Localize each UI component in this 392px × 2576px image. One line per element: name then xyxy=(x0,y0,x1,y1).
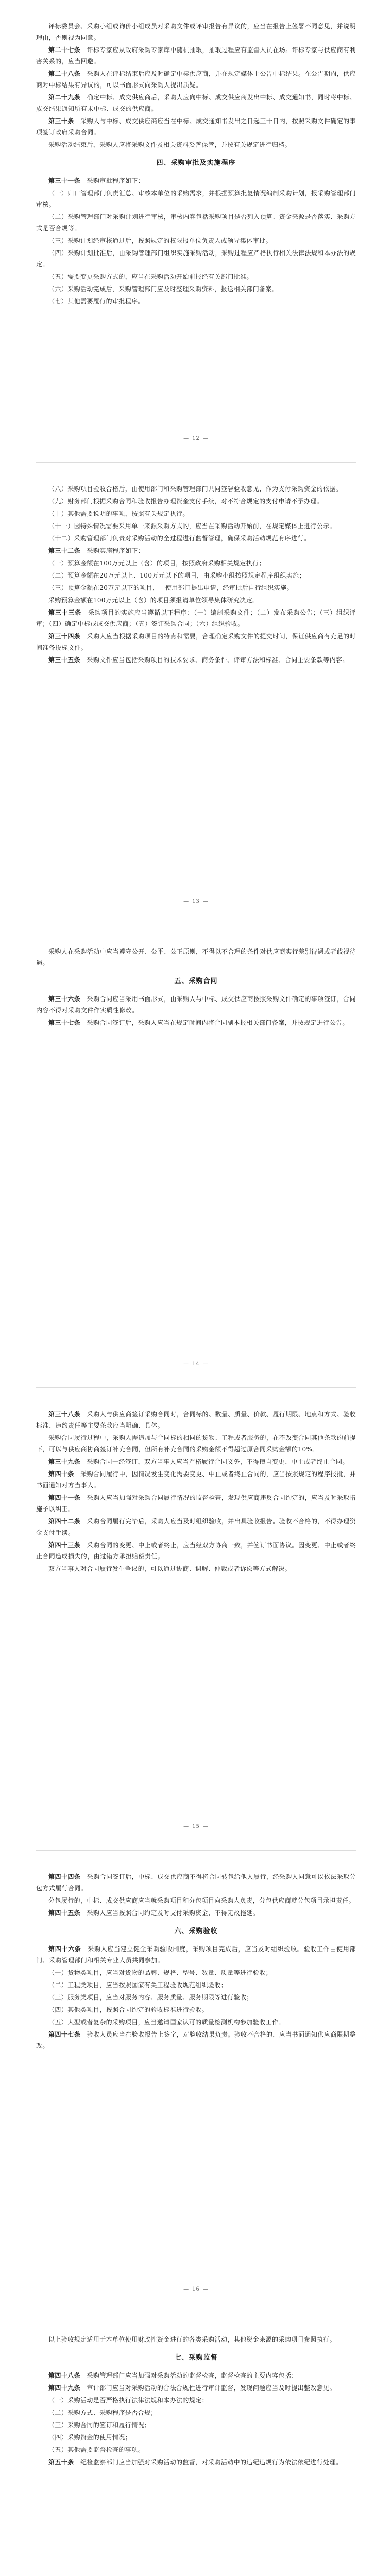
paragraph xyxy=(36,483,356,495)
paragraph-text: （二）工程类项目，应当按照国家有关工程验收规范组织验收； xyxy=(48,1981,228,1989)
paragraph xyxy=(36,1468,356,1491)
paragraph xyxy=(36,2419,356,2431)
paragraph xyxy=(36,946,356,969)
article-number: 第四十四条 xyxy=(48,1873,81,1880)
page-number: — 14 — xyxy=(183,1361,209,1367)
paragraph-text: 纪检监察部门应当加强对采购活动的监督，对采购活动中的违纪违规行为依法依纪进行处理。 xyxy=(80,2459,343,2466)
page-number-value: 15 xyxy=(192,1824,200,1829)
paragraph-text: （八）采购项目验收合格后，由使用部门和采购管理部门共同签署验收意见，作为支付采购资金的依据。 xyxy=(48,485,343,493)
paragraph-text: 以上验收规定适用于本单位使用财政性资金进行的各类采购活动，其他资金来源的采购项目参照执行。 xyxy=(48,2336,336,2343)
paragraph-text: 采购合同一经签订，双方当事人应当严格履行合同义务，不得擅自变更、中止或者终止合同。 xyxy=(87,1458,349,1465)
paragraph-text: 采购人与中标、成交供应商应当在中标、成交通知书发出之日起三十日内，按照采购文件确定的事项签订政府采购合同。 xyxy=(36,117,356,136)
article-number: 第二十九条 xyxy=(48,94,81,101)
paragraph-text: 采购合同履行中，因情况发生变化需要变更、中止或者终止合同的，应当按照规定的程序报批，并书面通知对方当事人。 xyxy=(36,1470,356,1489)
paragraph-text: 采购审批程序如下： xyxy=(87,177,145,184)
article-number: 第三十九条 xyxy=(48,1458,81,1465)
paragraph-text: （三）预算金额在20万元以下的项目，由使用部门提出申请，经审批后自行组织实施。 xyxy=(48,584,293,591)
paragraph-text: 双方当事人对合同履行发生争议的，可以通过协商、调解、仲裁或者诉讼等方式解决。 xyxy=(48,1565,292,1572)
document-page xyxy=(36,0,356,463)
article-number: 第四十条 xyxy=(48,1470,74,1478)
article-number: 第三十三条 xyxy=(48,609,82,616)
paragraph xyxy=(36,2395,356,2406)
paragraph xyxy=(36,115,356,138)
paragraph xyxy=(36,1492,356,1515)
paragraph xyxy=(36,2334,356,2345)
paragraph-text: （十一）因特殊情况需要采用单一来源采购方式的，应当在采购活动开始前，在规定媒体上进行公示。 xyxy=(48,522,336,530)
paragraph-text: 采购预算金额在100万元以上（含）的项目须报请单位领导集体研究决定。 xyxy=(48,597,259,604)
paragraph-text: （二）采购管理部门对采购计划进行审核，审核内容包括采购项目是否列入预算、资金来源是否落实、采购方式是否合规等。 xyxy=(36,213,356,232)
document-page xyxy=(36,925,356,1388)
paragraph xyxy=(36,211,356,234)
paragraph xyxy=(36,520,356,532)
paragraph xyxy=(36,1516,356,1538)
paragraph-text: （七）其他需要履行的审批程序。 xyxy=(48,298,145,305)
paragraph-text: 采购文件应当包括采购项目的技术要求、商务条件、评审方法和标准、合同主要条款等内容。 xyxy=(87,656,349,664)
paragraph-text: 采购合同签订后，采购人应当在规定时间内将合同副本报相关部门备案，并按规定进行公告。 xyxy=(87,1019,349,1026)
page-number: — 16 — xyxy=(183,2286,209,2292)
document-page xyxy=(36,1388,356,1851)
paragraph xyxy=(36,496,356,507)
paragraph-text: （一）归口管理部门负责汇总、审核本单位的采购需求，并根据预算批复情况编制采购计划，报采购管理部门审核。 xyxy=(36,190,356,208)
paragraph xyxy=(36,570,356,581)
paragraph-text: 采购项目的实施应当遵循以下程序：（一）编制采购文件；（二）发布采购公告；（三）组织评审；（四）确定中标或成交供应商；（五）签订采购合同；（六）组织验收。 xyxy=(36,609,356,628)
paragraph xyxy=(36,508,356,519)
article-number: 第三十二条 xyxy=(48,547,81,554)
paragraph xyxy=(36,1409,356,1431)
paragraph xyxy=(36,557,356,569)
paragraph-text: 评标专家应从政府采购专家库中随机抽取，抽取过程应有监督人员在场。评标专家与供应商有利害关系的，应当回避。 xyxy=(36,46,356,65)
paragraph xyxy=(36,2456,356,2468)
paragraph-text: 采购人应当加强对采购合同履行情况的监督检查，发现供应商违反合同约定的，应当及时采取措施予以纠正。 xyxy=(36,1494,356,1513)
paragraph-text: （九）财务部门根据采购合同和验收报告办理资金支付手续，对不符合规定的支付申请不予办理。 xyxy=(48,498,323,505)
paragraph-text: 采购人应当按照合同约定及时支付采购资金，不得无故拖延。 xyxy=(87,1909,260,1917)
paragraph xyxy=(36,607,356,630)
paragraph xyxy=(36,92,356,114)
page-number: — 12 — xyxy=(183,436,209,442)
paragraph-text: （二）采购方式、采购程序是否合规； xyxy=(48,2409,157,2416)
paragraph xyxy=(36,2382,356,2394)
paragraph xyxy=(36,2004,356,2015)
article-number: 第二十八条 xyxy=(48,70,81,77)
paragraph-text: （四）采购计划批准后，由采购管理部门组织实施采购活动，采购过程应严格执行相关法律法规和本办法的规定。 xyxy=(36,249,356,268)
article-number: 第四十七条 xyxy=(48,2031,81,2038)
paragraph-text: 采购管理部门应当加强对采购活动的监督检查，监督检查的主要内容包括： xyxy=(87,2372,298,2379)
paragraph-text: 采购实施程序如下： xyxy=(87,547,145,554)
paragraph-text: 采购合同履行完毕后，采购人应当及时组织验收，并出具验收报告。验收不合格的，不得办理资金支付手续。 xyxy=(36,1518,356,1536)
paragraph-text: 采购人与供应商签订采购合同时，合同标的、数量、质量、价款、履行期限、地点和方式、验收标准、违约责任等主要条款应当明确、具体。 xyxy=(36,1411,356,1429)
paragraph xyxy=(36,44,356,67)
paragraph xyxy=(36,21,356,43)
section-heading: 六、采购验收 xyxy=(174,1927,218,1935)
paragraph xyxy=(36,993,356,1016)
paragraph-text: 确定中标、成交供应商后，采购人应向中标、成交供应商发出中标、成交通知书，同时将中标、成交结果通知所有未中标、成交的供应商。 xyxy=(36,94,356,112)
paragraph-text: （四）采购资金的使用情况； xyxy=(48,2434,132,2441)
paragraph xyxy=(36,2016,356,2028)
paragraph xyxy=(36,247,356,270)
paragraph xyxy=(36,68,356,91)
paragraph xyxy=(36,582,356,594)
paragraph xyxy=(36,533,356,544)
paragraph-text: （五）需要变更采购方式的，应当在采购活动开始前报经有关部门批准。 xyxy=(48,273,253,280)
paragraph xyxy=(36,1563,356,1574)
article-number: 第三十条 xyxy=(48,117,74,125)
article-number: 第二十七条 xyxy=(48,46,81,54)
paragraph-text: 采购人在采购活动中应当遵守公开、公平、公正原则，不得以不合理的条件对供应商实行差别待遇或者歧视待遇。 xyxy=(36,948,356,967)
article-number: 第四十五条 xyxy=(48,1909,81,1917)
paragraph xyxy=(36,1895,356,1906)
article-number: 第四十八条 xyxy=(48,2372,81,2379)
article-number: 第四十三条 xyxy=(48,1541,81,1549)
paragraph xyxy=(36,1979,356,1991)
paragraph xyxy=(36,2444,356,2455)
article-number: 第三十八条 xyxy=(48,1411,81,1418)
paragraph xyxy=(36,235,356,246)
paragraph-text: （十）其他需要说明的事项，按照有关规定执行。 xyxy=(48,510,189,517)
paragraph-text: 采购合同的变更、中止或者终止，应当经双方协商一致，并签订书面协议。因变更、中止或者终止合同造成损失的，由过错方承担赔偿责任。 xyxy=(36,1541,356,1560)
paragraph-text: （四）其他类项目，按照合同约定的验收标准进行验收。 xyxy=(48,2006,209,2013)
paragraph-text: （三）采购合同的签订和履行情况； xyxy=(48,2421,151,2429)
paragraph xyxy=(36,2407,356,2418)
page-number-value: 14 xyxy=(192,1361,200,1367)
paragraph xyxy=(36,631,356,653)
paragraph xyxy=(36,545,356,556)
page-number-value: 13 xyxy=(192,899,200,904)
document-page xyxy=(36,2313,356,2576)
paragraph xyxy=(36,1992,356,2003)
paragraph-text: 审计部门应当对采购活动的合法合规性进行审计监督，发现问题应当及时提出整改意见。 xyxy=(87,2384,336,2392)
paragraph xyxy=(36,271,356,282)
paragraph xyxy=(36,595,356,606)
section-heading: 四、采购审批及实施程序 xyxy=(156,159,236,167)
paragraph-text: （一）预算金额在100万元以上（含）的项目，按照政府采购相关规定执行； xyxy=(48,560,265,567)
paragraph xyxy=(36,188,356,210)
paragraph-text: 分包履行的，中标、成交供应商应当就采购项目和分包项目向采购人负责，分包供应商就分包项目承担责任。 xyxy=(48,1897,355,1904)
paragraph-text: 验收人员应当在验收报告上签字，对验收结果负责。验收不合格的，应当书面通知供应商限期整改。 xyxy=(36,2031,356,2049)
paragraph xyxy=(36,1432,356,1455)
article-number: 第三十一条 xyxy=(48,177,81,184)
page-number: — 13 — xyxy=(183,899,209,904)
article-number: 第四十一条 xyxy=(48,1494,81,1501)
document-page xyxy=(36,463,356,925)
article-number: 第三十六条 xyxy=(48,995,81,1003)
paragraph xyxy=(36,175,356,187)
paragraph-text: 采购人在评标结束后应及时确定中标供应商，并在规定媒体上公告中标结果。在公告期内，供应商对中标结果有异议的，可以书面形式向采购人提出质疑。 xyxy=(36,70,356,89)
paragraph-text: （一）采购活动是否严格执行法律法规和本办法的规定； xyxy=(48,2397,209,2404)
paragraph xyxy=(36,1871,356,1894)
paragraph-text: （五）其他需要监督检查的事项。 xyxy=(48,2446,145,2453)
article-number: 第三十四条 xyxy=(48,633,81,640)
paragraph-text: （三）服务类项目，应当对服务内容、服务质量、服务期限等进行验收； xyxy=(48,1994,253,2001)
paragraph-text: （三）采购计划经审核通过后，按照规定的权限报单位负责人或领导集体审批。 xyxy=(48,237,272,244)
paragraph xyxy=(36,1907,356,1919)
paragraph-text: 采购合同应当采用书面形式，由采购人与中标、成交供应商按照采购文件确定的事项签订，合同内容不得对采购文件作实质性修改。 xyxy=(36,995,356,1014)
paragraph-text: 采购人应当建立健全采购验收制度，采购项目完成后，应当及时组织验收。验收工作由使用部门、采购管理部门和相关专业人员共同参加。 xyxy=(36,1945,356,1964)
paragraph-text: （一）货物类项目，应当对货物的品牌、规格、型号、数量、质量等进行验收； xyxy=(48,1969,272,1976)
paragraph-text: （二）预算金额在20万元以上、100万元以下的项目，由采购小组按照规定程序组织实施； xyxy=(48,572,305,579)
paragraph-text: 采购合同签订后，中标、成交供应商不得将合同转包给他人履行，经采购人同意可以依法采取分包方式履行合同。 xyxy=(36,1873,356,1892)
paragraph-text: 采购合同履行过程中，采购人需追加与合同标的相同的货物、工程或者服务的，在不改变合同其他条款的前提下，可以与供应商协商签订补充合同，但所有补充合同的采购金额不得超过原合同采购金额的10%。 xyxy=(36,1434,356,1453)
document-page xyxy=(36,1851,356,2313)
paragraph xyxy=(36,654,356,666)
paragraph-text: 采购活动结束后，采购人应将采购文件及相关资料妥善保管，并按有关规定进行归档。 xyxy=(48,141,292,148)
page-number-value: 16 xyxy=(192,2286,200,2292)
paragraph xyxy=(36,283,356,295)
paragraph-text: （十二）采购管理部门负责对采购活动的全过程进行监督管理，确保采购活动规范有序进行。 xyxy=(48,535,311,542)
paragraph xyxy=(36,2432,356,2443)
article-number: 第三十七条 xyxy=(48,1019,81,1026)
article-number: 第三十五条 xyxy=(48,656,81,664)
paragraph xyxy=(36,2029,356,2052)
section-heading: 七、采购监督 xyxy=(174,2354,218,2362)
paragraph xyxy=(36,139,356,150)
article-number: 第四十二条 xyxy=(48,1518,81,1525)
paragraph xyxy=(36,1017,356,1028)
page-number-value: 12 xyxy=(192,436,200,442)
article-number: 第四十六条 xyxy=(48,1945,81,1953)
paragraph xyxy=(36,1456,356,1467)
section-heading: 五、采购合同 xyxy=(174,977,218,985)
paragraph-text: 采购人应当根据采购项目的特点和需要，合理确定采购文件的提交时间，保证供应商有充足的时间准备投标文件。 xyxy=(36,633,356,651)
paragraph-text: （六）采购活动完成后，采购管理部门应及时整理采购资料，报送相关部门备案。 xyxy=(48,285,279,293)
paragraph xyxy=(36,1943,356,1966)
paragraph xyxy=(36,296,356,307)
paragraph xyxy=(36,1539,356,1562)
paragraph xyxy=(36,1967,356,1978)
paragraph-text: 评标委员会、采购小组或询价小组成员对采购文件或评审报告有异议的，应当在报告上签署不同意见，并说明理由，否则视为同意。 xyxy=(36,23,356,41)
article-number: 第四十九条 xyxy=(48,2384,81,2392)
paragraph-text: （五）大型或者复杂的采购项目，应当邀请国家认可的质量检测机构参加验收工作。 xyxy=(48,2019,285,2026)
article-number: 第五十条 xyxy=(48,2459,74,2466)
page-number: — 15 — xyxy=(183,1824,209,1829)
paragraph xyxy=(36,2370,356,2381)
